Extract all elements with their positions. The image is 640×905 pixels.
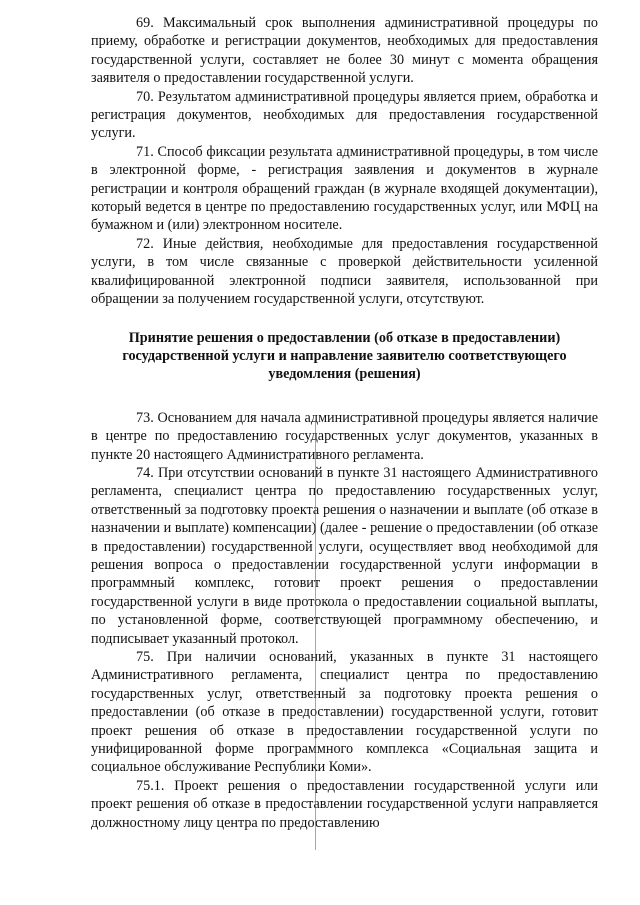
section-heading: Принятие решения о предоставлении (об отказе в предоставлении) государственной услуги и направление заявителю соответствующего уведомления (решения) (122, 329, 567, 383)
paragraph-73: 73. Основанием для начала административной процедуры является наличие в центре по предоставлению государственных услуг документов, указанных в пункте 20 настоящего Административного регламента. (91, 409, 598, 463)
paragraph-72: 72. Иные действия, необходимые для предоставления государственной услуги, в том числе связанные с проверкой действительности усиленной квалифицированной электронной подписи заявителя, использованной при обращении за получением государственной услуги, отсутствуют. (91, 235, 598, 308)
paragraph-69: 69. Максимальный срок выполнения административной процедуры по приему, обработке и регистрации документов, необходимых для предоставления государственной услуги, составляет не более 30 минут с момента обращения заявителя о предоставлении государственной услуги. (91, 15, 598, 87)
document-body (91, 14, 598, 832)
paragraph-75: 75. При наличии оснований, указанных в пункте 31 настоящего Административного регламента, специалист центра по предоставлению государственных услуг, ответственный за подготовку проекта решения о предоставлении (об отказе в предоставлении) государственной услуги, готовит проект решения об отказе в предоставлении государственной услуги по унифицированной форме программного комплекса «Социальная защита и социальное обслуживание Республики Коми». (91, 649, 598, 776)
paragraph-74: 74. При отсутствии оснований в пункте 31 настоящего Административного регламента, специалист центра по предоставлению государственных услуг, ответственный за подготовку проекта решения о назначении и выплате (об отказе в назначении и выплате) компенсации) (далее - решение о предоставлении (об отказе в предоставлении) государственной услуги, осуществляет ввод необходимой для решения вопроса о предоставлении государственной услуги информации в программный комплекс, готовит проект решения о предоставлении государственной услуги в виде протокола о предоставлении социальной выплаты, по установленной форме, соответствующей программному обеспечению, и подписывает указанный протокол. (91, 464, 598, 647)
paragraph-75-1: 75.1. Проект решения о предоставлении государственной услуги или проект решения об отказе в предоставлении государственной услуги направляется должностному лицу центра по предоставлению (91, 777, 598, 831)
paragraph-71: 71. Способ фиксации результата административной процедуры, в том числе в электронной форме, - регистрация заявления и документов в журнале регистрации и контроля обращений граждан (в журнале входящей документации), который ведется в центре по предоставлению государственных услуг, или МФЦ на бумажном и (или) электронном носителе. (91, 143, 598, 234)
paragraph-70: 70. Результатом административной процедуры является прием, обработка и регистрация документов, необходимых для предоставления государственной услуги. (91, 88, 598, 142)
scan-fold-line (315, 420, 316, 850)
